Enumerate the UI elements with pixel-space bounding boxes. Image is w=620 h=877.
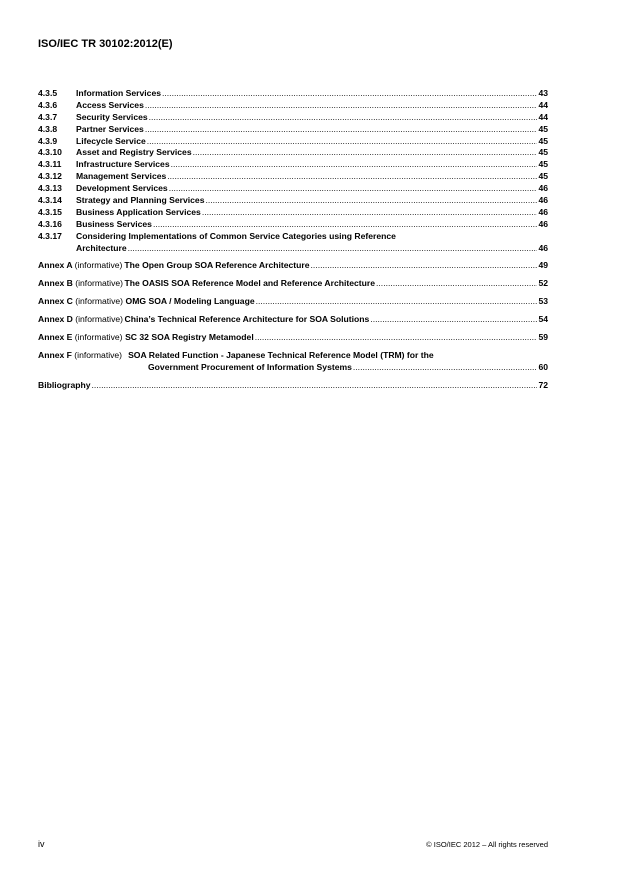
annex-title-cont: Government Procurement of Information Systems — [148, 361, 352, 372]
toc-entry-title: Partner Services — [76, 123, 144, 134]
toc-entry[interactable] — [38, 147, 548, 159]
toc-entry-annex[interactable] — [38, 314, 548, 326]
toc-entry-title: Asset and Registry Services — [76, 147, 192, 158]
toc-sections — [38, 88, 548, 231]
toc-entry-title: Management Services — [76, 171, 167, 182]
toc-entry[interactable] — [38, 124, 548, 136]
toc-entry-page: 45 — [538, 147, 548, 158]
toc-entry-page: 46 — [538, 195, 548, 205]
toc-entry-number: 4.3.8 — [38, 123, 58, 134]
annex-label: Annex D — [38, 314, 73, 325]
toc-entry-page: 45 — [538, 123, 548, 134]
toc-entry[interactable] — [38, 159, 548, 171]
toc-entry-page: 45 — [538, 135, 548, 146]
toc-entry-title: Business Services — [76, 218, 152, 229]
toc-entry-title-cont: Architecture — [76, 242, 127, 253]
toc-entry[interactable] — [38, 136, 548, 148]
toc-entry-title: Information Services — [76, 87, 162, 98]
toc-entry-page: 45 — [538, 159, 548, 170]
annex-label: Annex F — [38, 349, 72, 360]
annex-type: (informative) — [74, 260, 123, 271]
toc-entry-number: 4.3.6 — [38, 99, 58, 110]
annex-type: (informative) — [75, 296, 124, 307]
annex-type: (informative) — [75, 314, 124, 325]
toc-entry-number: 4.3.7 — [38, 111, 58, 122]
toc-entry-number: 4.3.9 — [38, 135, 58, 146]
annex-title: SC 32 SOA Registry Metamodel — [125, 332, 254, 343]
document-id-header: ISO/IEC TR 30102:2012(E) — [38, 38, 173, 50]
toc-entry-number: 4.3.12 — [38, 171, 62, 182]
toc-entry-number: 4.3.5 — [38, 87, 58, 98]
annex-title: The OASIS SOA Reference Model and Reference Architecture — [124, 278, 376, 289]
toc-entry-page: 43 — [538, 87, 548, 98]
toc-entry[interactable] — [38, 100, 548, 112]
toc-entry-title: Security Services — [76, 111, 148, 122]
annex-label: Annex B — [38, 278, 73, 289]
toc-entry[interactable] — [38, 112, 548, 124]
toc-entry-annex[interactable] — [38, 260, 548, 272]
toc-entry[interactable] — [38, 219, 548, 231]
toc-entry-page: 46 — [538, 218, 548, 229]
annex-page: 60 — [538, 361, 548, 372]
annex-title: China’s Technical Reference Architecture for SOA Solutions — [124, 314, 370, 325]
copyright-notice: © ISO/IEC 2012 – All rights reserved — [426, 840, 548, 849]
annex-page: 59 — [538, 332, 548, 343]
toc-entry-annex[interactable] — [38, 332, 548, 344]
toc-entry-number: 4.3.14 — [38, 195, 62, 205]
toc-entry-title: Considering Implementations of Common Service Categories using Reference — [76, 230, 396, 241]
annex-label: Annex C — [38, 296, 73, 307]
toc-entry-number: 4.3.17 — [38, 230, 62, 241]
toc-entry-4-3-17[interactable] — [38, 231, 548, 255]
toc-entry-title: Access Services — [76, 99, 144, 110]
toc-annexes — [38, 260, 548, 343]
annex-type: (informative) — [75, 278, 124, 289]
toc-entry[interactable] — [38, 195, 548, 207]
toc-entry-page: 46 — [538, 206, 548, 217]
annex-type: (informative) — [74, 332, 123, 343]
toc-entry-title: Lifecycle Service — [76, 135, 146, 146]
toc-entry-number: 4.3.16 — [38, 218, 62, 229]
annex-page: 52 — [538, 278, 548, 289]
toc-entry-number: 4.3.11 — [38, 159, 62, 170]
toc-entry-page: 46 — [538, 242, 548, 253]
toc-entry-annex-f[interactable] — [38, 350, 548, 374]
annex-title: OMG SOA / Modeling Language — [125, 296, 255, 307]
bibliography-page: 72 — [538, 379, 548, 390]
page-number: iv — [38, 839, 45, 849]
annex-type: (informative) — [74, 349, 123, 360]
toc-entry[interactable] — [38, 183, 548, 195]
toc-entry-page: 45 — [538, 171, 548, 182]
toc-entry-title: Strategy and Planning Services — [76, 195, 205, 205]
annex-page: 49 — [538, 260, 548, 271]
toc-entry[interactable] — [38, 171, 548, 183]
toc-entry-number: 4.3.15 — [38, 206, 62, 217]
toc-entry-page: 44 — [538, 99, 548, 110]
toc-entry-annex[interactable] — [38, 278, 548, 290]
annex-label: Annex E — [38, 332, 73, 343]
toc-entry-page: 44 — [538, 111, 548, 122]
annex-page: 53 — [538, 296, 548, 307]
bibliography-title: Bibliography — [38, 379, 91, 390]
annex-title: The Open Group SOA Reference Architecture — [124, 260, 310, 271]
toc-entry-bibliography[interactable] — [38, 380, 548, 392]
annex-title: SOA Related Function - Japanese Technical Reference Model (TRM) for the — [128, 349, 434, 360]
toc-entry-number: 4.3.10 — [38, 147, 62, 158]
toc-entry-page: 46 — [538, 183, 548, 194]
toc-entry[interactable] — [38, 88, 548, 100]
toc-entry-annex[interactable] — [38, 296, 548, 308]
toc-entry-number: 4.3.13 — [38, 183, 62, 194]
annex-page: 54 — [538, 314, 548, 325]
toc-entry[interactable] — [38, 207, 548, 219]
toc-entry-title: Business Application Services — [76, 206, 201, 217]
annex-label: Annex A — [38, 260, 73, 271]
toc-entry-title: Development Services — [76, 183, 168, 194]
table-of-contents — [38, 88, 548, 392]
toc-entry-title: Infrastructure Services — [76, 159, 170, 170]
